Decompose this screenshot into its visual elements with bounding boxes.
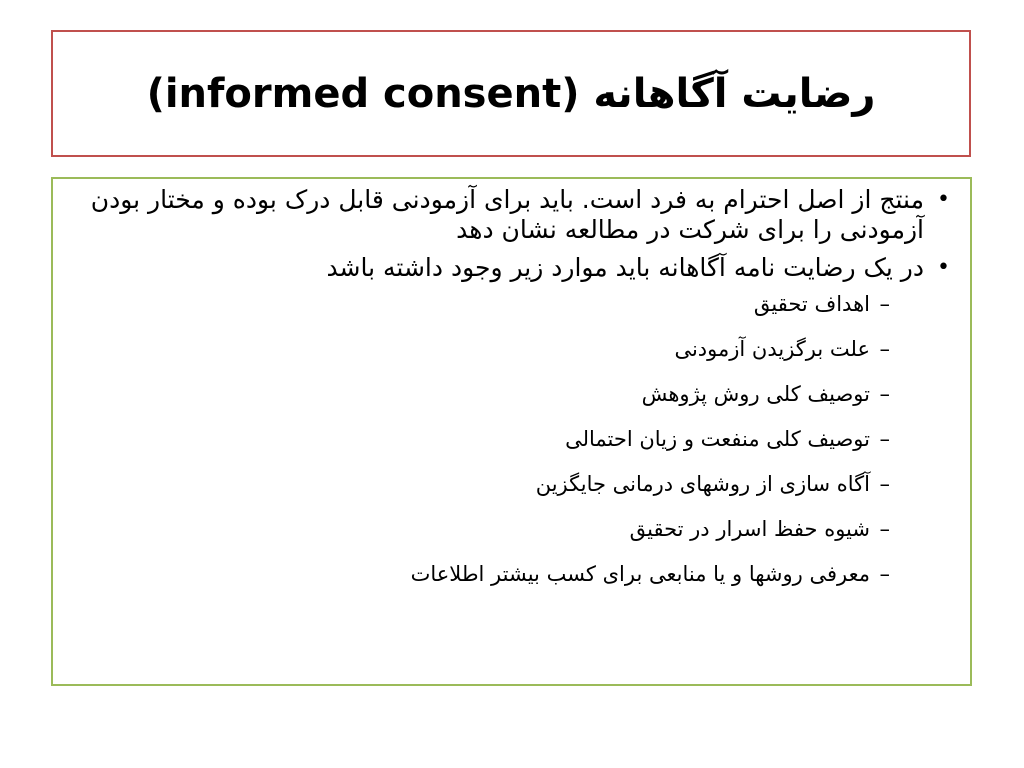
sub-bullet-text: اهداف تحقیق — [753, 292, 870, 316]
bullet-item — [75, 185, 954, 245]
sub-bullet-list — [75, 291, 924, 606]
dash-icon: – — [879, 382, 890, 406]
sub-bullet-item — [75, 471, 924, 516]
sub-bullet-item — [75, 516, 924, 561]
dash-icon: – — [879, 427, 890, 451]
sub-bullet-text: معرفی روشها و یا منابعی برای کسب بیشتر اطلاعات — [410, 562, 870, 586]
sub-bullet-text: علت برگزیدن آزمودنی — [674, 337, 870, 361]
dash-icon: – — [879, 337, 890, 361]
sub-bullet-item — [75, 336, 924, 381]
slide-title: رضایت آگاهانه (informed consent) — [146, 70, 876, 117]
bullet-dot-icon: • — [937, 187, 950, 212]
sub-bullet-text: توصیف کلی روش پژوهش — [641, 382, 870, 406]
sub-bullet-item — [75, 426, 924, 471]
bullet-text: در یک رضایت نامه آگاهانه باید موارد زیر وجود داشته باشد — [326, 253, 924, 282]
sub-bullet-text: شیوه حفظ اسرار در تحقیق — [629, 517, 870, 541]
bullet-list — [75, 185, 954, 606]
sub-bullet-item — [75, 291, 924, 336]
sub-bullet-text: توصیف کلی منفعت و زیان احتمالی — [565, 427, 870, 451]
sub-bullet-text: آگاه سازی از روشهای درمانی جایگزین — [535, 472, 870, 496]
title-box — [51, 30, 971, 157]
sub-bullet-item — [75, 561, 924, 606]
bullet-text: منتج از اصل احترام به فرد است. باید برای آزمودنی قابل درک بوده و مختار بودن آزمودنی را برای شرکت در مطالعه نشان دهد — [90, 185, 924, 244]
bullet-item — [75, 253, 954, 606]
dash-icon: – — [879, 472, 890, 496]
dash-icon: – — [879, 517, 890, 541]
bullet-dot-icon: • — [937, 255, 950, 280]
dash-icon: – — [879, 292, 890, 316]
sub-bullet-item — [75, 381, 924, 426]
content-box — [51, 177, 972, 686]
dash-icon: – — [879, 562, 890, 586]
